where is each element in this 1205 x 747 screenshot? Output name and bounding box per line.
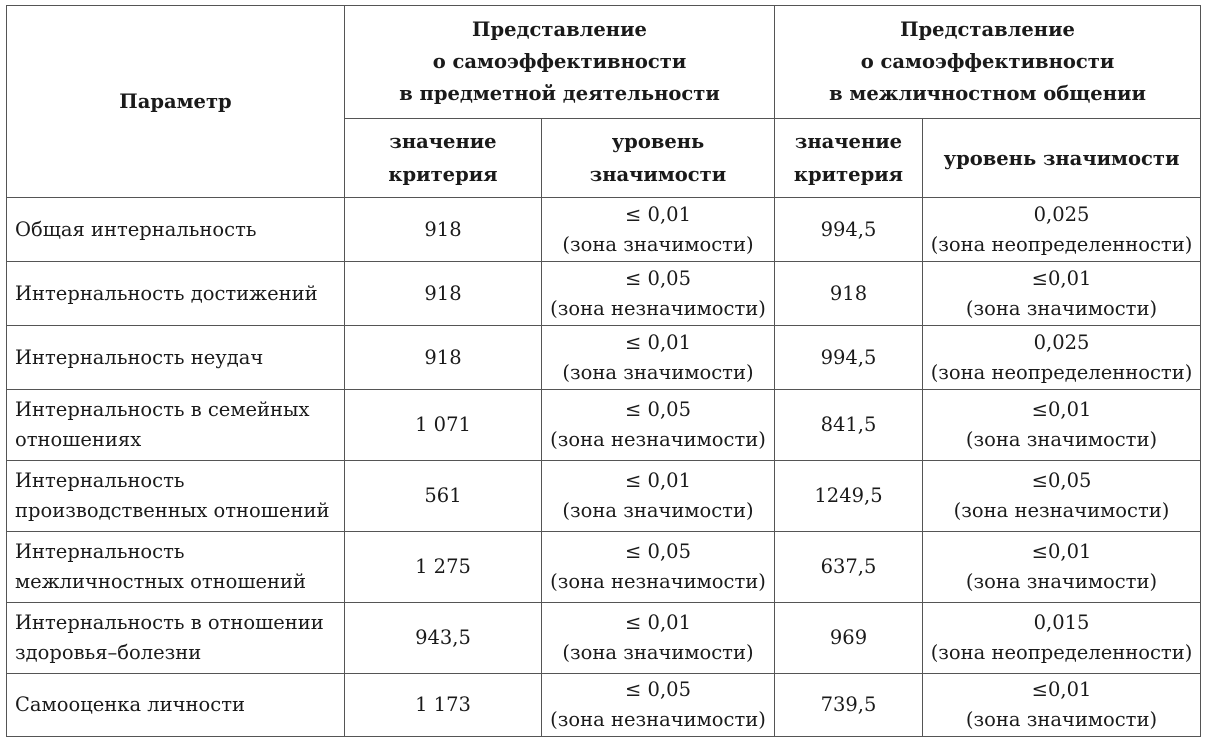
level-cell [923,390,1201,461]
table-row [7,198,1201,262]
level-value: ≤0,01 [1031,540,1092,563]
level-value: ≤ 0,01 [625,469,691,492]
level-cell [542,326,775,390]
level-cell [923,603,1201,674]
value-cell: 969 [775,603,923,674]
level-cell [542,198,775,262]
level-zone: (зона незначимости) [550,708,766,731]
value-cell: 739,5 [775,674,923,737]
level-value: 0,015 [1033,611,1090,634]
group2-header-line: Представление [900,18,1075,41]
value-header-line: значение [794,130,903,153]
results-table [6,5,1201,737]
level-cell [923,532,1201,603]
table-row [7,532,1201,603]
param-cell: Интернальность производственных отношений [7,461,345,532]
value-cell: 561 [345,461,542,532]
header-row-top [7,6,1201,119]
level-value: ≤0,05 [1031,469,1092,492]
table-row [7,390,1201,461]
value-header-line: значение [389,130,497,153]
value-header-1 [345,119,542,198]
table-row [7,262,1201,326]
table-row [7,603,1201,674]
value-cell: 637,5 [775,532,923,603]
level-zone: (зона незначимости) [550,296,766,320]
param-cell: Интернальность неудач [7,326,345,390]
group1-header-line: Представление [472,18,647,41]
level-zone: (зона значимости) [965,708,1158,731]
level-value: ≤ 0,05 [625,266,691,290]
param-cell: Самооценка личности [7,674,345,737]
level-cell [542,262,775,326]
level-cell [923,674,1201,737]
level-zone: (зона неопределенности) [930,232,1193,256]
level-zone: (зона неопределенности) [930,360,1193,384]
level-cell [542,532,775,603]
level-cell [923,198,1201,262]
value-cell: 841,5 [775,390,923,461]
value-cell: 994,5 [775,326,923,390]
group2-header-line: о самоэффективности [860,50,1115,73]
value-cell: 1 275 [345,532,542,603]
level-value: ≤ 0,05 [625,678,691,701]
level-value: 0,025 [1033,202,1090,226]
group1-header-line: в предметной деятельности [399,82,720,105]
level-header-1: уровень значимости [542,119,775,198]
level-zone: (зона незначимости) [550,570,766,593]
value-header-line: критерия [793,163,904,186]
level-zone: (зона неопределенности) [930,641,1193,664]
value-header-2 [775,119,923,198]
param-cell: Общая интернальность [7,198,345,262]
level-value: ≤0,01 [1031,398,1092,421]
level-cell [923,326,1201,390]
value-cell: 943,5 [345,603,542,674]
value-cell: 918 [345,198,542,262]
value-cell: 1 173 [345,674,542,737]
level-zone: (зона значимости) [562,499,754,522]
level-zone: (зона значимости) [562,360,754,384]
level-cell [542,461,775,532]
value-cell: 918 [345,326,542,390]
level-value: ≤ 0,01 [625,330,691,354]
value-cell: 1 071 [345,390,542,461]
level-zone: (зона значимости) [965,570,1158,593]
table-row [7,461,1201,532]
level-cell [542,390,775,461]
param-header: Параметр [7,6,345,198]
level-zone: (зона значимости) [965,296,1158,320]
table-row [7,326,1201,390]
group2-header-line: в межличностном общении [829,82,1146,105]
param-cell: Интернальность в отношении здоровья–болезни [7,603,345,674]
level-value: ≤ 0,01 [625,611,691,634]
level-zone: (зона значимости) [562,232,754,256]
level-value: ≤0,01 [1031,678,1092,701]
level-cell [542,674,775,737]
group1-header-line: о самоэффективности [432,50,687,73]
level-zone: (зона незначимости) [550,428,766,451]
value-cell: 918 [345,262,542,326]
level-value: ≤ 0,05 [625,398,691,421]
level-cell [923,461,1201,532]
group2-header [775,6,1201,119]
level-zone: (зона незначимости) [953,499,1170,522]
level-zone: (зона значимости) [965,428,1158,451]
param-cell: Интернальность межличностных отношений [7,532,345,603]
table-row [7,674,1201,737]
param-cell: Интернальность в семейных отношениях [7,390,345,461]
level-cell [542,603,775,674]
group1-header [345,6,775,119]
level-zone: (зона значимости) [562,641,754,664]
level-value: 0,025 [1033,330,1090,354]
value-header-line: критерия [388,163,498,186]
value-cell: 994,5 [775,198,923,262]
level-value: ≤ 0,05 [625,540,691,563]
level-value: ≤0,01 [1031,266,1092,290]
value-cell: 918 [775,262,923,326]
level-value: ≤ 0,01 [625,202,691,226]
level-header-2: уровень значимости [923,119,1201,198]
value-cell: 1249,5 [775,461,923,532]
param-cell: Интернальность достижений [7,262,345,326]
level-cell [923,262,1201,326]
